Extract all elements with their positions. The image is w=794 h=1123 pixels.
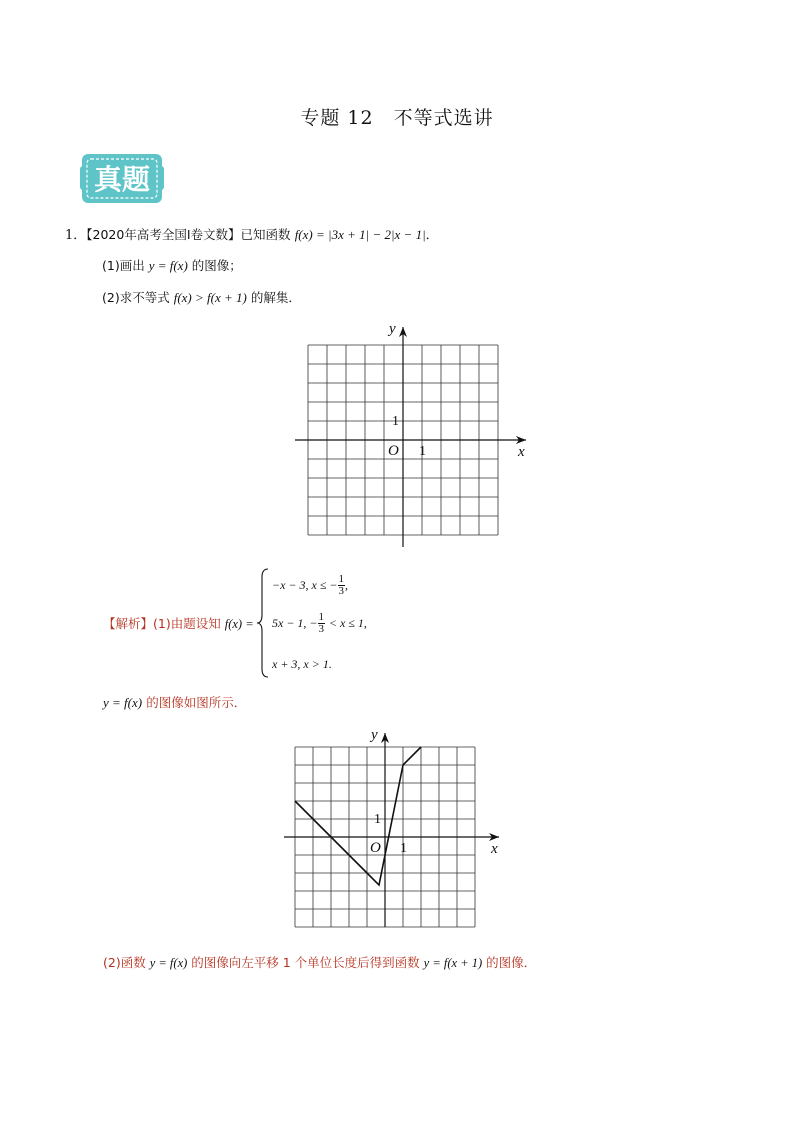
- origin-label: O: [388, 443, 399, 459]
- y-unit-label: 1: [374, 812, 381, 827]
- part1-formula: y = f(x): [148, 258, 188, 273]
- question-stem: [65, 226, 439, 245]
- part2-label: (2)求不等式: [102, 290, 170, 305]
- piece1-den: 3: [338, 585, 345, 597]
- question-part2: [102, 289, 301, 307]
- graph-caption: [103, 694, 246, 713]
- caption-formula: y = f(x): [103, 695, 143, 710]
- piece2-end: < x ≤ 1,: [328, 616, 367, 630]
- y-axis-label: y: [371, 727, 378, 743]
- piece2-expr: 5x − 1, −: [272, 616, 318, 630]
- x-axis-label: x: [518, 444, 525, 460]
- part2-f1: y = f(x): [149, 956, 188, 970]
- y-axis-label: y: [389, 321, 396, 337]
- piece-1: [272, 574, 348, 597]
- piece2-num: 1: [318, 611, 325, 623]
- function-curve: [295, 747, 421, 885]
- solution-intro: [103, 615, 254, 633]
- section-badge: [79, 151, 165, 206]
- piece3-expr: x + 3, x > 1.: [272, 657, 332, 671]
- solution-part2: [103, 954, 536, 972]
- part1-label: (1)画出: [102, 258, 145, 273]
- question-part1: [102, 257, 242, 275]
- origin-label: O: [370, 840, 381, 856]
- part2-end: 的解集．: [250, 290, 301, 305]
- solution-tag: 【解析】: [103, 616, 154, 631]
- part2-formula: f(x) > f(x + 1): [173, 290, 247, 305]
- function-graph: [284, 720, 514, 940]
- caption-text: 的图像如图所示．: [146, 695, 247, 710]
- question-number: 1．: [65, 228, 87, 243]
- piece2-den: 3: [318, 623, 325, 635]
- badge-text: 真题: [93, 163, 151, 196]
- piece-2: [272, 612, 367, 635]
- part2-middle: 的图像向左平移 1 个单位长度后得到函数: [191, 955, 420, 970]
- piece1-end: ,: [345, 578, 349, 592]
- x-unit-label: 1: [419, 444, 426, 459]
- question-stem-formula: f(x) = |3x + 1| − 2|x − 1|: [294, 227, 426, 242]
- page-title: 专题 12 不等式选讲: [300, 107, 494, 129]
- question-stem-text: 已知函数: [240, 227, 291, 242]
- part2-end-text: 的图像．: [486, 955, 537, 970]
- question-stem-end: ．: [425, 228, 439, 243]
- x-axis-label: x: [491, 841, 498, 857]
- question-source: 【2020年高考全国Ⅰ卷文数】: [86, 227, 241, 242]
- solution-intro-text: (1)由题设知: [153, 616, 221, 631]
- piece-3: [272, 657, 332, 672]
- piecewise-lhs: f(x) =: [224, 617, 254, 631]
- empty-coordinate-grid: [290, 318, 530, 558]
- x-unit-label: 1: [400, 841, 407, 856]
- piece1-expr: −x − 3, x ≤ −: [272, 578, 338, 592]
- part2-f2: y = f(x + 1): [423, 956, 483, 970]
- part2-prefix: (2)函数: [103, 955, 146, 970]
- piece1-num: 1: [338, 573, 345, 585]
- piecewise-brace: [256, 567, 270, 679]
- part1-end: 的图像；: [191, 258, 242, 273]
- y-unit-label: 1: [392, 414, 399, 429]
